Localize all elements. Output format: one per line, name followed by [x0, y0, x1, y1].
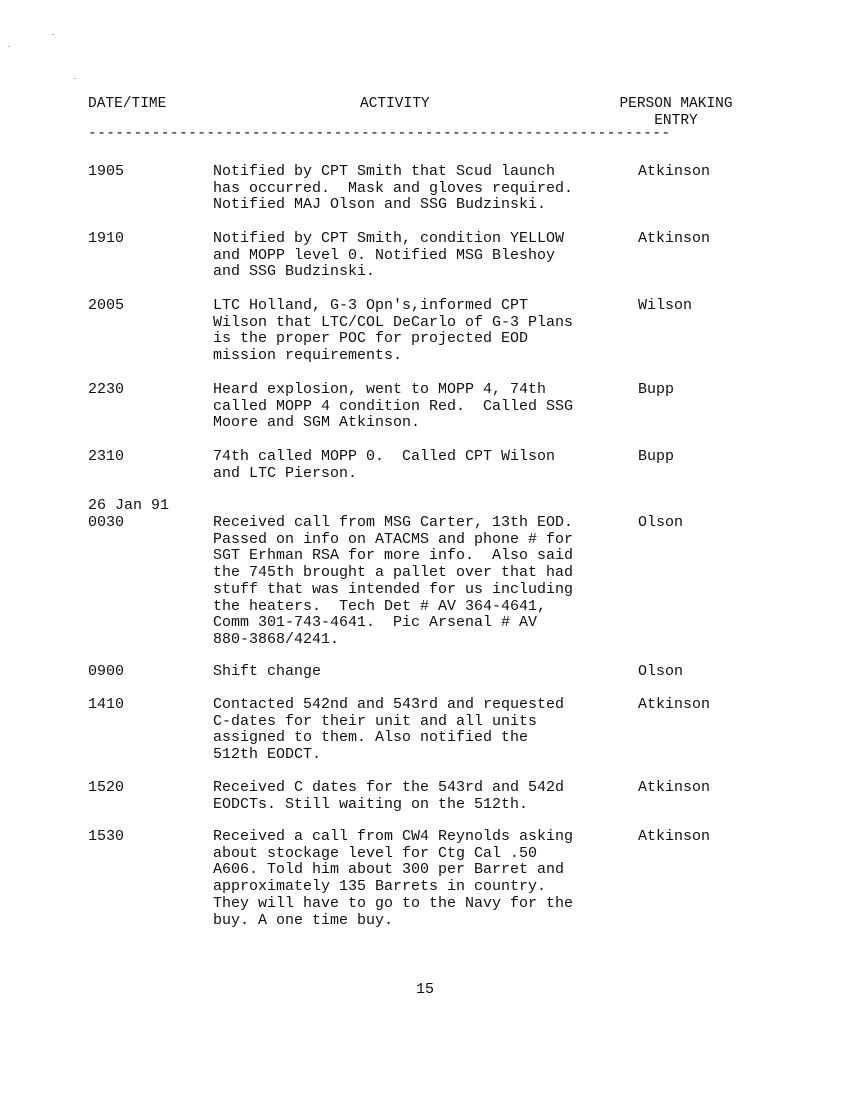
entry-time: 2310	[88, 448, 125, 465]
entry-person: Atkinson	[638, 696, 711, 713]
entry-activity: Contacted 542nd and 543rd and requested C-dates for their unit and all units assigned to them. Also notified the 512th EODCT.	[213, 696, 565, 764]
entry-activity: Received call from MSG Carter, 13th EOD. Passed on info on ATACMS and phone # for SGT Erhman RSA for more info. Also said the 745th brought a pallet over that had stuff that was intended for us including the heaters. Tech Det # AV 364-4641, Comm 301-743-4641. Pic Arsenal # AV 880-3868/4241.	[213, 514, 574, 648]
page-number: 15	[415, 981, 434, 998]
header-person-line2: ENTRY	[654, 113, 698, 129]
scan-speck	[74, 78, 76, 79]
entry-time: 1410	[88, 696, 125, 713]
header-rule: ----------------------------------------------------------------	[88, 126, 671, 142]
entry-person: Atkinson	[638, 230, 711, 247]
entry-time: 1530	[88, 828, 125, 845]
entry-person: Olson	[638, 514, 684, 531]
entry-activity: Received a call from CW4 Reynolds asking about stockage level for Ctg Cal .50 A606. Told him about 300 per Barret and approximately 135 Barrets in country. They will have to go to the Navy for the buy. A one time buy.	[213, 828, 574, 929]
entry-time: 1905	[88, 163, 125, 180]
entry-activity: Shift change	[213, 663, 322, 680]
header-person-line1: PERSON MAKING	[619, 96, 733, 112]
header-person-making-entry	[609, 96, 743, 130]
header-activity: ACTIVITY	[360, 96, 430, 112]
entry-person: Bupp	[638, 448, 675, 465]
entry-time: 26 Jan 91 0030	[88, 497, 170, 531]
header-date-time: DATE/TIME	[88, 96, 167, 112]
scan-speck	[8, 46, 10, 47]
entry-time: 1520	[88, 779, 125, 796]
scan-speck	[52, 34, 54, 35]
entry-person: Bupp	[638, 381, 675, 398]
entry-time: 2230	[88, 381, 125, 398]
entry-activity: LTC Holland, G-3 Opn's,informed CPT Wilson that LTC/COL DeCarlo of G-3 Plans is the proper POC for projected EOD mission requirements.	[213, 297, 574, 365]
entry-person: Atkinson	[638, 779, 711, 796]
entry-activity: Notified by CPT Smith, condition YELLOW and MOPP level 0. Notified MSG Bleshoy and SSG Budzinski.	[213, 230, 565, 281]
entry-activity: 74th called MOPP 0. Called CPT Wilson and LTC Pierson.	[213, 448, 556, 482]
entry-time: 2005	[88, 297, 125, 314]
entry-person: Atkinson	[638, 163, 711, 180]
entry-time: 0900	[88, 663, 125, 680]
entry-activity: Received C dates for the 543rd and 542d EODCTs. Still waiting on the 512th.	[213, 779, 565, 813]
entry-person: Olson	[638, 663, 684, 680]
entry-time: 1910	[88, 230, 125, 247]
entry-person: Wilson	[638, 297, 693, 314]
entry-activity: Notified by CPT Smith that Scud launch has occurred. Mask and gloves required. Notified MAJ Olson and SSG Budzinski.	[213, 163, 574, 214]
entry-activity: Heard explosion, went to MOPP 4, 74th called MOPP 4 condition Red. Called SSG Moore and SGM Atkinson.	[213, 381, 574, 432]
entry-person: Atkinson	[638, 828, 711, 845]
